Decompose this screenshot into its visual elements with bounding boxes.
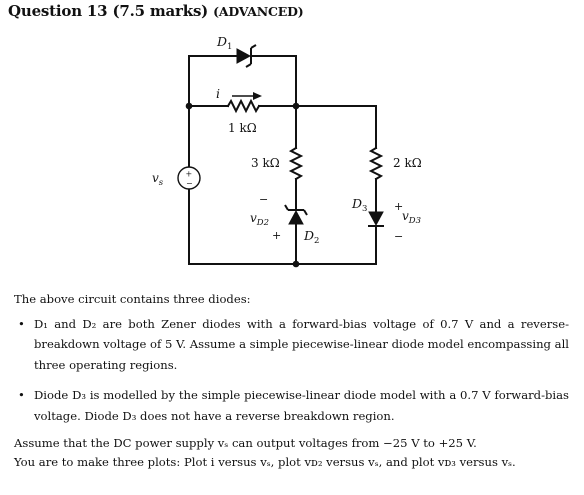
vd2-label: $v_{D2}$ [250,211,270,228]
junction-left-middle [186,103,193,110]
vd2-plus: + [272,229,282,242]
d2-label: $D_2$ [304,228,320,246]
task-text: You are to make three plots: Plot i versus vₛ, plot vᴅ₂ versus vₛ, and plot vᴅ₃ versus vₛ. [14,455,516,469]
vd2-minus: − [259,193,269,206]
list-item-d3: • Diode D₃ is modelled by the simple piecewise-linear diode model with a 0.7 V forward-bias voltage. Diode D₃ does not have a reverse breakdown region. [14,385,569,426]
question-body [14,289,569,472]
question-level: (ADVANCED) [213,4,304,19]
r3-label: 2 kΩ [393,156,422,170]
question-marks: (7.5 marks) [112,2,209,20]
supply-text: Assume that the DC power supply vₛ can output voltages from −25 V to +25 V. [14,436,477,450]
vd3-minus: − [394,230,404,243]
r2-label: 3 kΩ [251,156,280,170]
vd3-label: $v_{D3}$ [402,209,422,226]
junction-bottom-middle [293,261,300,268]
resistor-1k [228,101,259,111]
r1-label: 1 kΩ [228,121,257,135]
d3-label: $D_3$ [352,196,368,214]
resistor-3k [291,148,301,179]
task-section [14,434,569,472]
current-arrow [232,92,262,100]
diode-d3 [368,212,384,226]
source-label: $v_s$ [152,171,164,188]
question-title: Question 13 [8,2,108,20]
list-item-zener: • D₁ and D₂ are both Zener diodes with a forward-bias voltage of 0.7 V and a reverse-breakdown voltage of 5 V. Assume a simple piecewise-linear diode model encompassing all three operating regions. [14,314,569,376]
resistor-2k [371,148,381,179]
current-label: i [216,86,220,101]
intro-text: The above circuit contains three diodes: [14,292,251,306]
d1-label: $D_1$ [217,34,233,52]
source-plus: + [185,169,193,179]
junction-top-middle [293,103,300,110]
diode-list [14,314,569,427]
vd3-plus: + [394,200,404,213]
source-minus: − [186,179,193,188]
